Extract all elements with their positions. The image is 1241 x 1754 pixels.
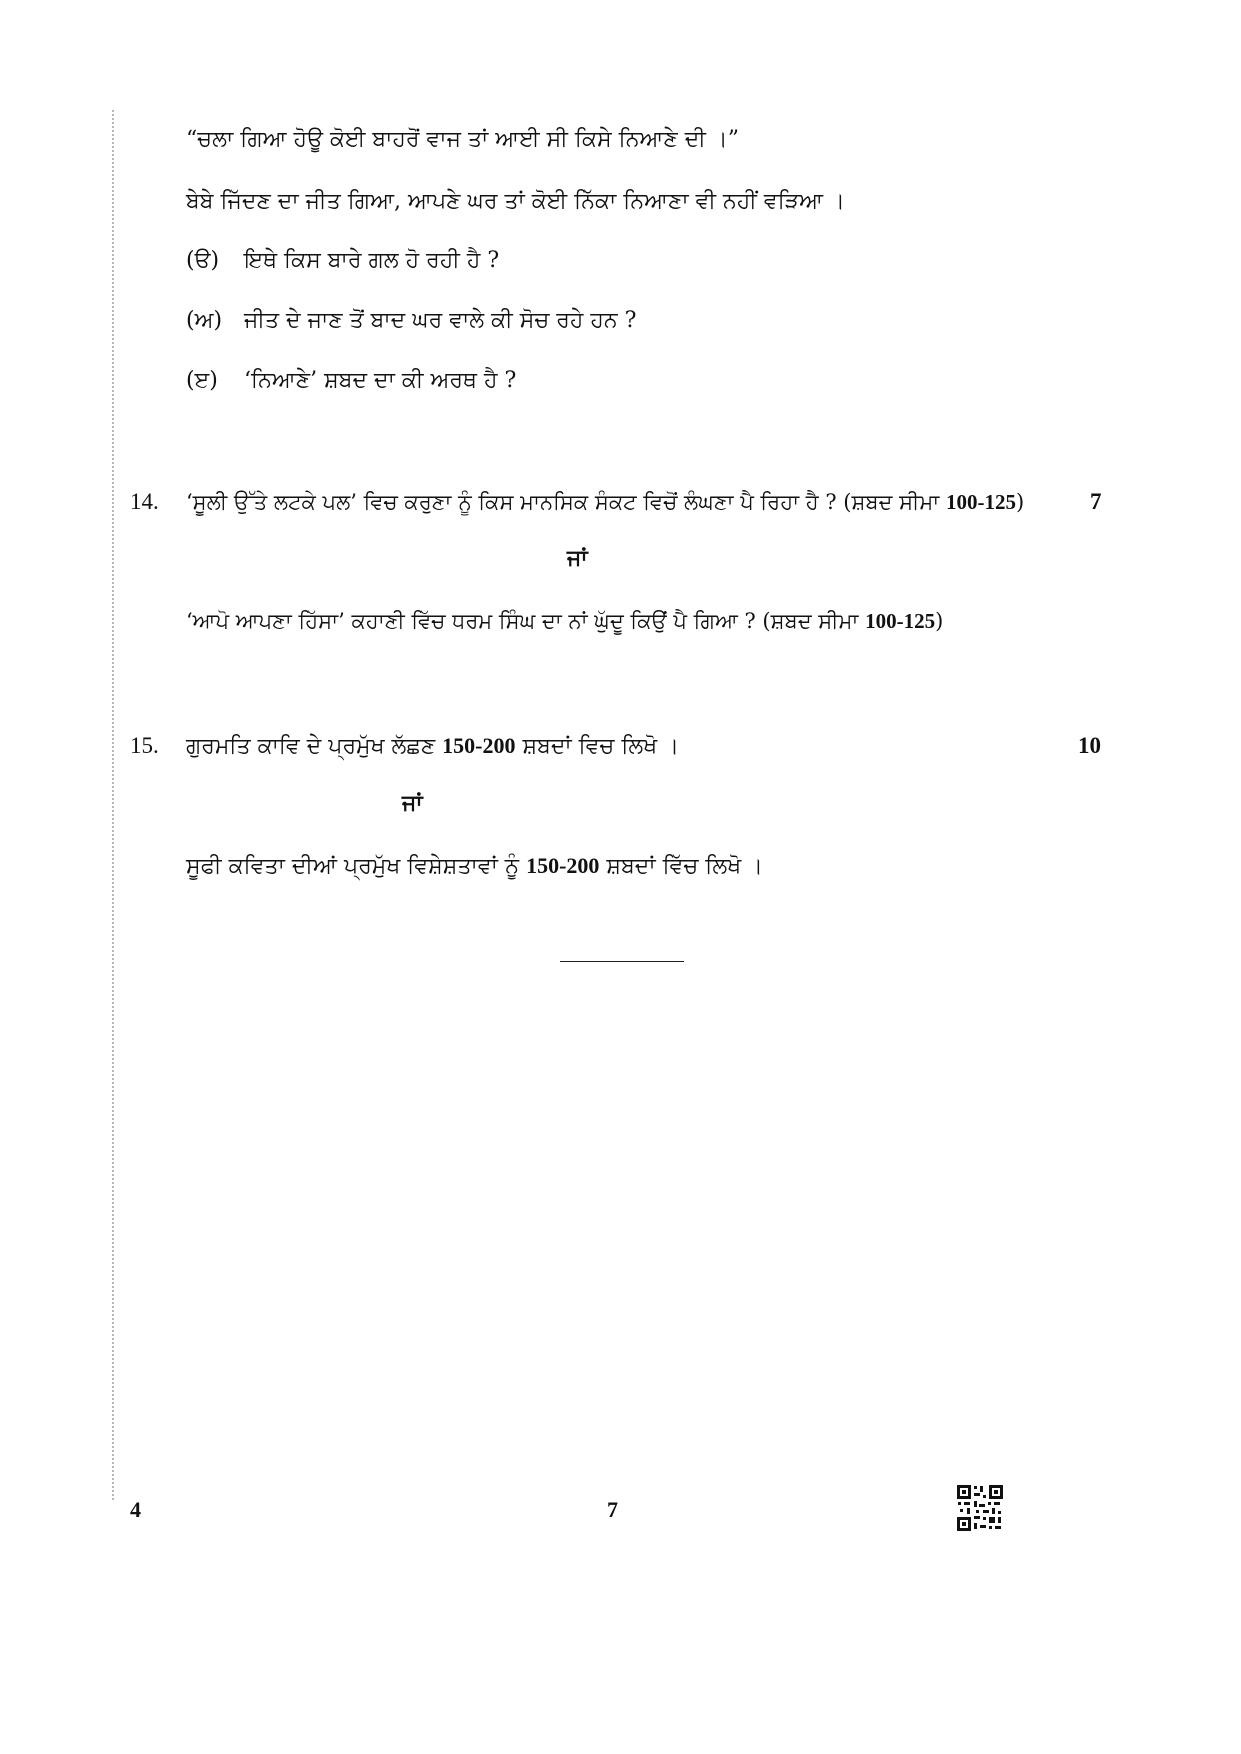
- question-15-word-range-a: 150-200: [442, 733, 516, 758]
- question-14-word-limit-b: 100-125: [865, 609, 936, 633]
- question-15-text-a: [186, 731, 679, 762]
- end-of-paper-rule: [560, 961, 684, 962]
- binding-margin-strip: [112, 110, 114, 1500]
- question-14-close-b: ): [935, 609, 944, 633]
- qr-code-icon: [956, 1484, 1004, 1532]
- question-15-text-b-pre: ਸੂਫੀ ਕਵਿਤਾ ਦੀਆਂ ਪ੍ਰਮੁੱਖ ਵਿਸ਼ੇਸ਼ਤਾਵਾਂ ਨੂੰ: [186, 854, 527, 879]
- passage-line-2: ਬੇਬੇ ਜਿੱਦਣ ਦਾ ਜੀਤ ਗਿਆ, ਆਪਣੇ ਘਰ ਤਾਂ ਕੋਈ ਨਿੱਕਾ ਨਿਆਣਾ ਵੀ ਨਹੀਂ ਵੜਿਆ ।: [186, 189, 845, 214]
- passage-line-1: “ਚਲਾ ਗਿਆ ਹੋਊ ਕੋਈ ਬਾਹਰੋਂ ਵਾਜ ਤਾਂ ਆਈ ਸੀ ਕਿਸੇ ਨਿਆਣੇ ਦੀ ।”: [186, 127, 739, 152]
- question-14-marks: 7: [1090, 489, 1102, 514]
- question-14-text-a-body: ‘ਸੂਲੀ ਉੱਤੇ ਲਟਕੇ ਪਲ’ ਵਿਚ ਕਰੁਣਾ ਨੂੰ ਕਿਸ ਮਾਨਸਿਕ ਸੰਕਟ ਵਿਚੋਂ ਲੰਘਣਾ ਪੈ ਰਿਹਾ ਹੈ ? (ਸ਼ਬਦ ਸੀਮਾ: [186, 490, 946, 514]
- question-15-text-a-pre: ਗੁਰਮਤਿ ਕਾਵਿ ਦੇ ਪ੍ਰਮੁੱਖ ਲੱਛਣ: [186, 734, 443, 759]
- question-14-text-b-body: ‘ਆਪੋ ਆਪਣਾ ਹਿੱਸਾ’ ਕਹਾਣੀ ਵਿੱਚ ਧਰਮ ਸਿੰਘ ਦਾ ਨਾਂ ਘੁੱਦੂ ਕਿਉਂ ਪੈ ਗਿਆ ? (ਸ਼ਬਦ ਸੀਮਾ: [186, 609, 866, 633]
- question-15-marks: 10: [1078, 733, 1101, 758]
- question-15-text-b-post: ਸ਼ਬਦਾਂ ਵਿੱਚ ਲਿਖੋ ।: [599, 854, 763, 879]
- subquestion-a: [186, 246, 499, 276]
- question-15-text-a-post: ਸ਼ਬਦਾਂ ਵਿਚ ਲਿਖੋ ।: [515, 734, 680, 759]
- subquestion-b-text: ਜੀਤ ਦੇ ਜਾਣ ਤੋਂ ਬਾਦ ਘਰ ਵਾਲੇ ਕੀ ਸੋਚ ਰਹੇ ਹਨ ?: [244, 308, 637, 333]
- subquestion-a-label: (ੳ): [186, 248, 220, 273]
- subquestion-b-label: (ਅ): [186, 308, 223, 333]
- subquestion-c-label: (ੲ): [186, 368, 218, 393]
- question-15-text-b: [186, 851, 763, 882]
- subquestion-c: [186, 366, 516, 396]
- page-number: 7: [607, 1497, 618, 1522]
- footer-code: 4: [130, 1497, 141, 1522]
- question-14-text-b: [186, 606, 943, 636]
- subquestion-b: [186, 306, 636, 336]
- question-15-number: 15.: [130, 733, 159, 758]
- question-15-or: ਜਾਂ: [402, 790, 423, 816]
- question-14-word-limit-a: 100-125: [945, 490, 1016, 514]
- subquestion-a-text: ਇਥੇ ਕਿਸ ਬਾਰੇ ਗਲ ਹੋ ਰਹੀ ਹੈ ?: [244, 248, 500, 273]
- subquestion-c-text: ‘ਨਿਆਣੇ’ ਸ਼ਬਦ ਦਾ ਕੀ ਅਰਥ ਹੈ ?: [244, 368, 517, 393]
- question-14-number: 14.: [130, 489, 159, 514]
- question-14-close-a: ): [1015, 490, 1025, 514]
- question-15-word-range-b: 150-200: [526, 853, 600, 878]
- question-14-text-a: [186, 487, 1024, 517]
- question-14-or: ਜਾਂ: [567, 545, 588, 571]
